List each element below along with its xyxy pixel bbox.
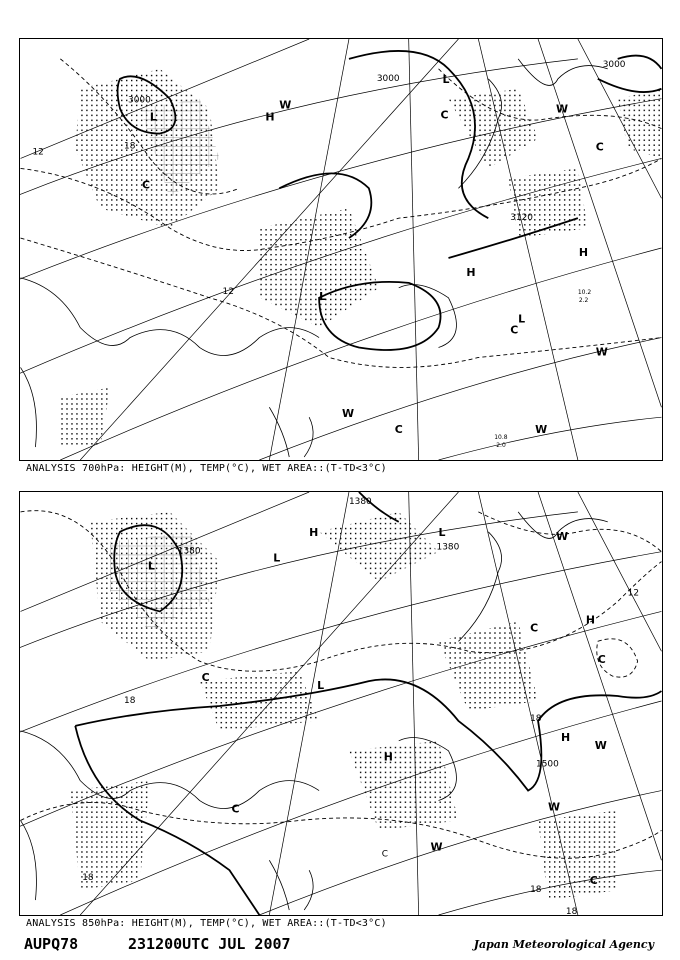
warm-marker: W xyxy=(555,529,569,543)
cold-marker: C xyxy=(440,108,449,122)
cold-marker: C xyxy=(589,874,598,888)
temp-label: 18 xyxy=(124,696,136,707)
station-value: 10.2 xyxy=(577,288,592,296)
cold-marker: C xyxy=(141,178,150,192)
caption-700hpa: ANALYSIS 700hPa: HEIGHT(M), TEMP(°C), WET AREA::(T-TD<3°C) xyxy=(26,463,387,474)
valid-time: 231200UTC JUL 2007 xyxy=(128,935,291,953)
warm-marker: W xyxy=(548,800,561,814)
height-label: 3000 xyxy=(602,59,626,70)
low-marker: L xyxy=(273,551,281,565)
cold-marker: C xyxy=(595,140,604,154)
warm-marker: W xyxy=(535,423,548,437)
wet-area xyxy=(60,69,661,450)
high-marker: H xyxy=(309,525,319,539)
temp-label: 18 xyxy=(530,885,542,896)
height-label: 1380 xyxy=(348,496,372,507)
low-marker: L xyxy=(149,110,157,124)
warm-marker: W xyxy=(430,840,443,854)
agency-credit: Japan Meteorological Agency xyxy=(473,938,654,951)
cold-marker: C xyxy=(394,423,403,437)
height-label: 1500 xyxy=(536,759,559,770)
low-marker: L xyxy=(518,312,526,326)
station-value: 10.8 xyxy=(494,434,508,442)
low-marker: L xyxy=(317,679,325,693)
height-label: 3000 xyxy=(376,73,400,84)
low-marker: L xyxy=(442,72,450,86)
temp-label: 18 xyxy=(82,873,94,884)
station-value: 2.2 xyxy=(578,296,589,304)
temp-label: 18 xyxy=(565,907,578,915)
height-label: 1380 xyxy=(436,542,460,553)
cold-label: C xyxy=(381,849,389,860)
high-marker: H xyxy=(560,730,571,744)
high-marker: H xyxy=(585,613,595,627)
cold-marker: C xyxy=(231,802,240,816)
map-700hpa xyxy=(20,39,662,460)
high-marker: H xyxy=(383,750,393,764)
low-marker: L xyxy=(438,525,446,539)
temp-label: 18 xyxy=(124,141,136,152)
height-label: 3000 xyxy=(128,95,151,106)
chart-panel-850hpa xyxy=(19,491,663,916)
station-value: 2.0 xyxy=(496,442,506,450)
low-marker: L xyxy=(319,289,327,303)
map-850hpa xyxy=(20,492,662,915)
cold-marker: C xyxy=(530,621,539,635)
warm-marker: W xyxy=(594,738,607,752)
cold-marker: C xyxy=(510,323,519,337)
temp-label: 12 xyxy=(222,286,234,297)
warm-marker: W xyxy=(341,407,355,421)
high-marker: H xyxy=(466,265,476,279)
temp-label: 12 xyxy=(32,147,44,158)
cold-marker: C xyxy=(597,653,606,667)
height-label: 1380 xyxy=(177,546,201,557)
height-label: 3120 xyxy=(510,213,533,224)
warm-marker: W xyxy=(279,98,292,112)
chart-panel-700hpa xyxy=(19,38,663,461)
low-marker: L xyxy=(147,559,155,573)
caption-850hpa: ANALYSIS 850hPa: HEIGHT(M), TEMP(°C), WET AREA::(T-TD<3°C) xyxy=(26,918,387,929)
warm-marker: W xyxy=(595,345,608,359)
chart-id: AUPQ78 xyxy=(24,935,79,953)
temp-label: 18 xyxy=(530,713,542,724)
cold-marker: C xyxy=(201,671,210,685)
high-marker: H xyxy=(578,245,589,259)
high-marker: H xyxy=(265,110,275,124)
warm-marker: W xyxy=(555,102,569,116)
temp-label: 12 xyxy=(627,588,640,599)
